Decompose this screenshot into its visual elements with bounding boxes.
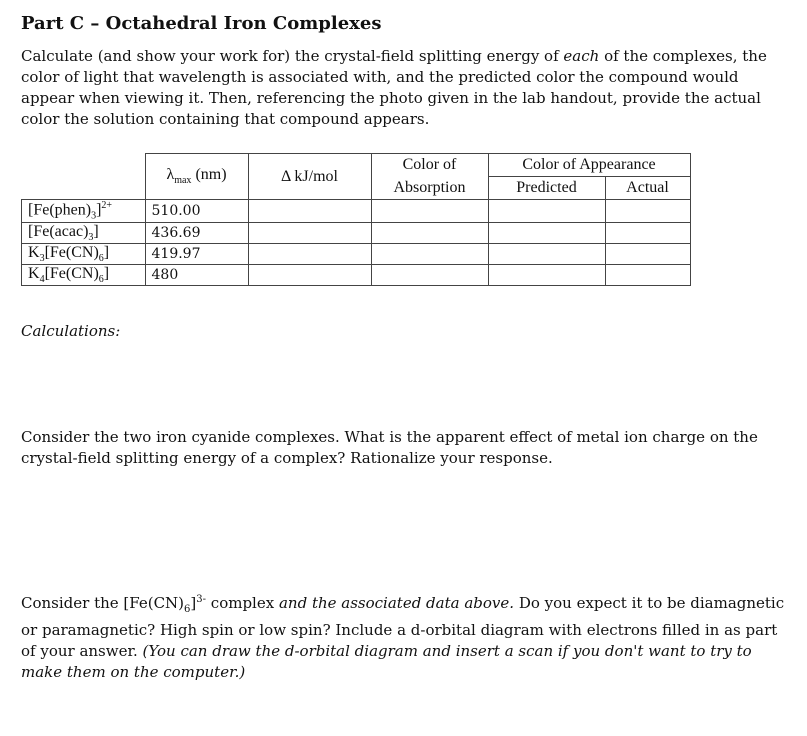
- question-fe-cn-6: [21, 589, 791, 683]
- table-row: [22, 200, 691, 223]
- delta-header: Δ kJ/mol: [248, 154, 371, 200]
- predicted-header: Predicted: [488, 177, 605, 200]
- header-row: [22, 154, 691, 177]
- absorption-cell[interactable]: [371, 222, 488, 243]
- complex-cell: $[Fe(phen)_3]^{2+}$: [22, 200, 146, 223]
- actual-cell[interactable]: [605, 264, 690, 285]
- table-row: [22, 243, 691, 264]
- complex-cell: $[Fe(acac)_3]$: [22, 222, 146, 243]
- actual-cell[interactable]: [605, 243, 690, 264]
- intro-text: Calculate (and show your work for) the crystal-field splitting energy of: [21, 47, 564, 65]
- absorption-cell[interactable]: [371, 200, 488, 223]
- complex-cell: $K_4[Fe(CN)_6]$: [22, 264, 146, 285]
- instructions-paragraph: [21, 46, 791, 130]
- predicted-cell[interactable]: [488, 264, 605, 285]
- complex-cell: $K_3[Fe(CN)_6]$: [22, 243, 146, 264]
- lambda-cell: 480: [145, 264, 248, 285]
- absorption-header-line2: Absorption: [371, 177, 488, 200]
- absorption-header-line1: Color of: [371, 154, 488, 177]
- lambda-cell: 436.69: [145, 222, 248, 243]
- lambda-cell: 510.00: [145, 200, 248, 223]
- question-2-text: Consider the two iron cyanide complexes. What is the apparent effect of metal ion charge on the crystal-field splitting energy of a complex? Rationalize your response.: [21, 428, 758, 467]
- table-row: [22, 264, 691, 285]
- lambda-header: $\lambda_{max}$ (nm): [145, 154, 248, 200]
- actual-cell[interactable]: [605, 200, 690, 223]
- data-table: [21, 153, 691, 286]
- delta-cell[interactable]: [248, 200, 371, 223]
- intro-emphasis: each: [563, 47, 600, 65]
- question-3-emphasis: and the associated data above.: [278, 594, 515, 612]
- actual-header: Actual: [605, 177, 690, 200]
- question-3-note: (You can draw the d-orbital diagram and insert a scan if you don't want to try to make them on the computer.): [21, 642, 752, 681]
- absorption-cell[interactable]: [371, 264, 488, 285]
- lambda-cell: 419.97: [145, 243, 248, 264]
- delta-cell[interactable]: [248, 264, 371, 285]
- corner-cell: [22, 154, 146, 200]
- delta-cell[interactable]: [248, 222, 371, 243]
- predicted-cell[interactable]: [488, 200, 605, 223]
- actual-cell[interactable]: [605, 222, 690, 243]
- question-metal-charge: [21, 427, 791, 469]
- absorption-cell[interactable]: [371, 243, 488, 264]
- table-row: [22, 222, 691, 243]
- calculations-label: Calculations:: [21, 322, 121, 340]
- intro-text-rest: of the complexes, the color of light that wavelength is associated with, and the predicted color the compound would appear when viewing it. Then, referencing the photo given in the lab handout, provide the actual color the solution containing that compound appears.: [21, 47, 767, 128]
- appearance-header: Color of Appearance: [488, 154, 690, 177]
- section-title: Part C – Octahedral Iron Complexes: [21, 13, 382, 34]
- predicted-cell[interactable]: [488, 243, 605, 264]
- question-3-text: Consider the $[Fe(CN)_6]^{3-}$ complex: [21, 594, 279, 615]
- delta-cell[interactable]: [248, 243, 371, 264]
- question-3-text-rest: Do you expect it to be diamagnetic or paramagnetic? High spin or low spin? Include a d-orbital diagram with electrons filled in as part of your answer.: [21, 594, 785, 660]
- predicted-cell[interactable]: [488, 222, 605, 243]
